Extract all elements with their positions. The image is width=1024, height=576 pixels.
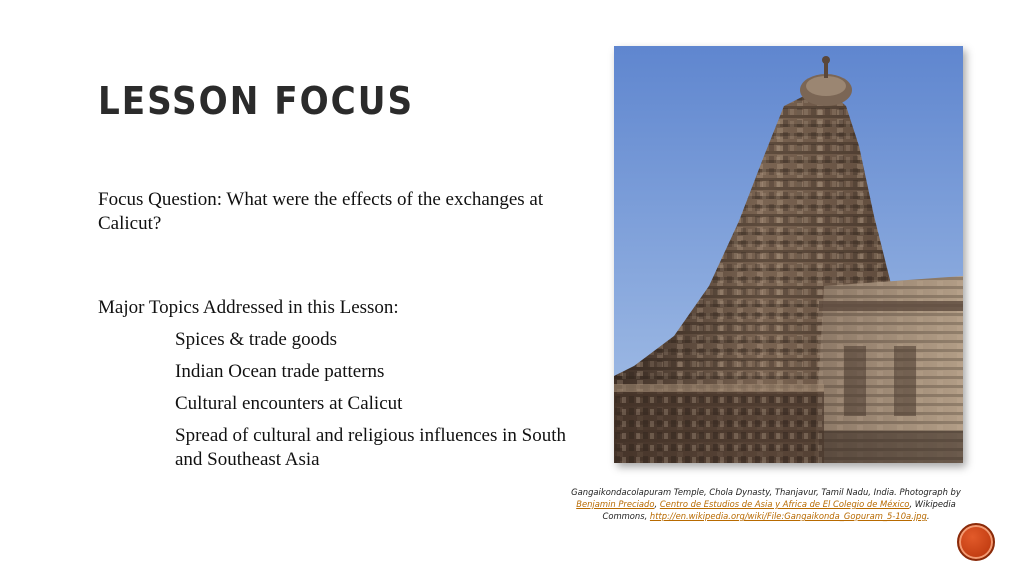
source-url-link[interactable]: http://en.wikipedia.org/wiki/File:Gangaikonda_Gopuram_5-10a.jpg	[649, 511, 927, 521]
next-slide-button[interactable]	[957, 523, 995, 561]
photographer-link[interactable]: Benjamin Preciado	[576, 499, 655, 509]
temple-photo	[614, 46, 963, 463]
topic-item: Spices & trade goods	[175, 329, 338, 350]
topics-heading: Major Topics Addressed in this Lesson:	[98, 297, 399, 318]
topic-item: Indian Ocean trade patterns	[175, 361, 385, 382]
caption-text: Gangaikondacolapuram Temple, Chola Dynasty, Thanjavur, Tamil Nadu, India. Photograph by	[571, 487, 961, 497]
slide-body	[98, 188, 568, 472]
caption-end: .	[926, 511, 930, 521]
focus-question: Focus Question: What were the effects of the exchanges at Calicut?	[98, 189, 544, 234]
topic-item: Spread of cultural and religious influences in South and Southeast Asia	[175, 425, 566, 470]
photo-caption	[556, 486, 976, 522]
caption-text: , Wikipedia Commons,	[602, 499, 956, 521]
page-title: LESSON FOCUS	[98, 79, 415, 123]
institution-link[interactable]: Centro de Estudios de Asia y Africa de El Colegio de México	[659, 499, 910, 509]
topic-item: Cultural encounters at Calicut	[175, 393, 403, 414]
caption-sep: ,	[654, 499, 660, 509]
spacer	[98, 236, 568, 296]
